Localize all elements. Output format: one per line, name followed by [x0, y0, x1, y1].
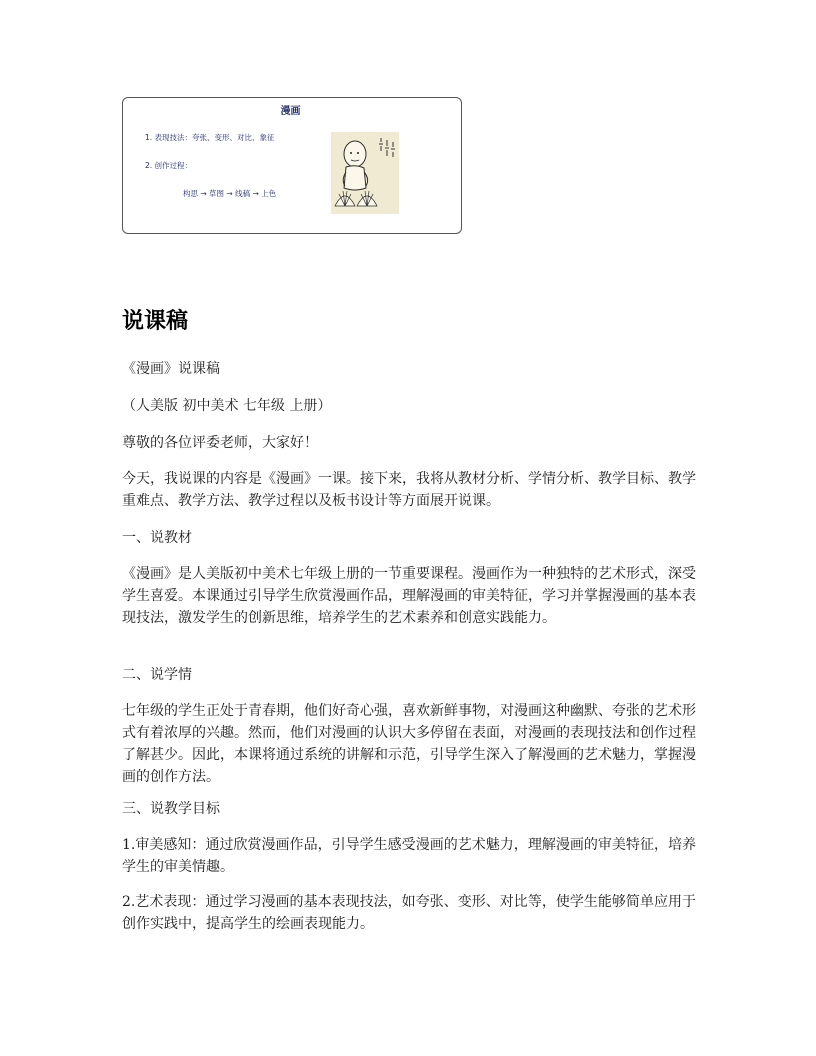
intro-paragraph: 今天，我说课的内容是《漫画》一课。接下来，我将从教材分析、学情分析、教学目标、教学重难点、教学方法、教学过程以及板书设计等方面展开说课。: [122, 471, 696, 509]
objective-2-paragraph: 2.艺术表现：通过学习漫画的基本表现技法，如夸张、变形、对比等，使学生能够简单应用于创作实践中，提高学生的绘画表现能力。: [122, 894, 696, 932]
cartoon-illustration: [331, 132, 399, 214]
textbook-paragraph: 《漫画》是人美版初中美术七年级上册的一节重要课程。漫画作为一种独特的艺术形式，深受学生喜爱。本课通过引导学生欣赏漫画作品，理解漫画的审美特征，学习并掌握漫画的基本表现技法，激发学生的创新思维，培养学生的艺术素养和创意实践能力。: [122, 566, 696, 626]
students-paragraph: 七年级的学生正处于青春期，他们好奇心强，喜欢新鲜事物，对漫画这种幽默、夸张的艺术形式有着浓厚的兴趣。然而，他们对漫画的认识大多停留在表面，对漫画的表现技法和创作过程了解甚少。因此，本课将通过系统的讲解和示范，引导学生深入了解漫画的艺术魅力，掌握漫画的创作方法。: [122, 703, 696, 785]
document-heading: 说课稿: [122, 309, 189, 334]
section-heading-textbook: 一、说教材: [122, 530, 192, 546]
slide-title: 漫画: [280, 106, 301, 117]
slide-item-techniques: 1. 表现技法：夸张、变形、对比、象征: [145, 133, 275, 142]
slide-item-process: 2. 创作过程：: [145, 161, 193, 170]
section-heading-students: 二、说学情: [122, 667, 192, 683]
lesson-slide-image: [122, 97, 462, 234]
greeting-paragraph: 尊敬的各位评委老师，大家好！: [122, 435, 318, 451]
slide-process-steps: 构思 → 草图 → 线稿 → 上色: [183, 189, 277, 198]
objective-1-paragraph: 1.审美感知：通过欣赏漫画作品，引导学生感受漫画的艺术魅力，理解漫画的审美特征，培养学生的审美情趣。: [122, 837, 696, 875]
doc-title-line: 《漫画》说课稿: [122, 361, 220, 377]
doc-edition-line: （人美版 初中美术 七年级 上册）: [122, 398, 332, 414]
section-heading-objectives: 三、说教学目标: [122, 801, 220, 817]
